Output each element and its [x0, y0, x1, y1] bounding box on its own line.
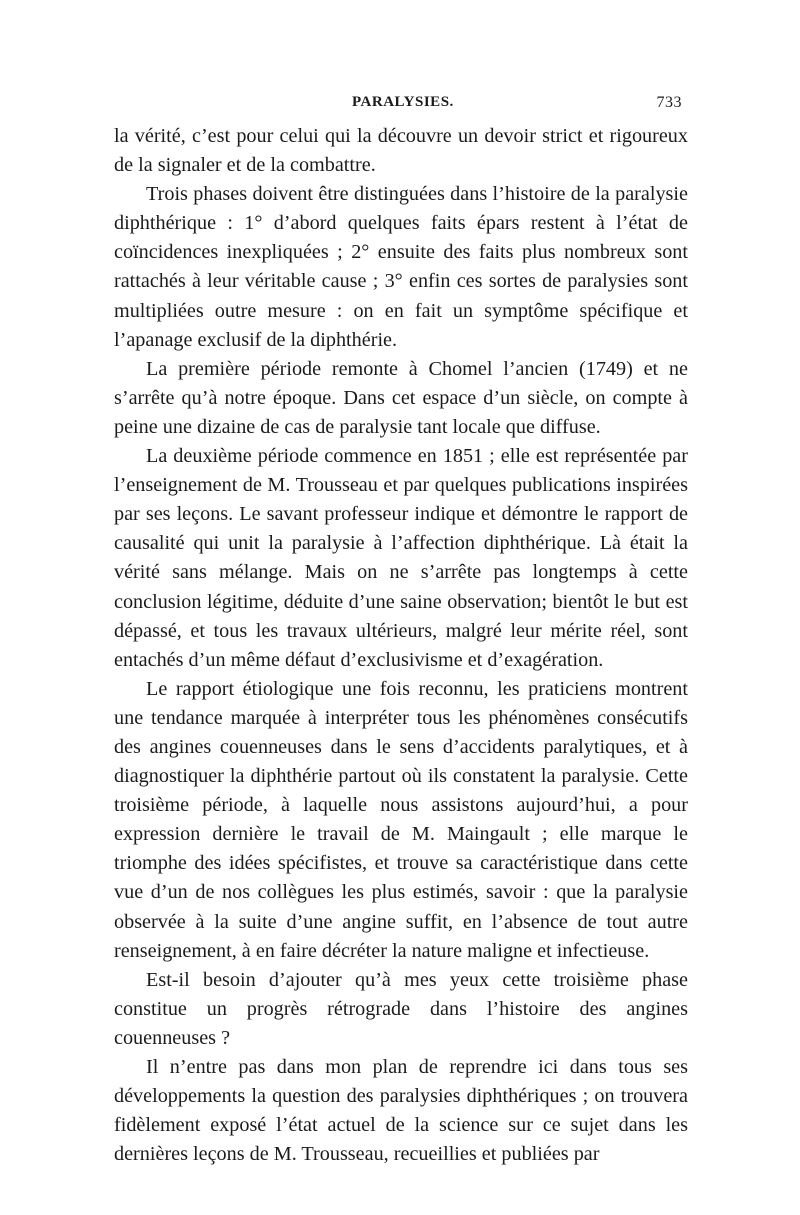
paragraph: Est-il besoin d’ajouter qu’à mes yeux cette troisième phase constitue un progrès rétrograde dans l’histoire des angines couenneuses ?: [114, 968, 688, 1049]
paragraph: Le rapport étiologique une fois reconnu, les praticiens montrent une tendance marquée à interpréter tous les phénomènes consécutifs des angines couenneuses dans le sens d’accidents paralytiques, et à diagnostiquer la diphthérie partout où ils constatent la paralysie. Cette troisième période, à laquelle nous assistons aujourd’hui, a pour expression dernière le travail de M. Maingault ; elle marque le triomphe des idées spécifistes, et trouve sa caractéristique dans cette vue d’un de nos collègues les plus estimés, savoir : que la paralysie observée à la suite d’une angine suffit, en l’absence de tout autre renseignement, à en faire décréter la nature maligne et infectieuse.: [114, 677, 688, 962]
page-number: 733: [656, 94, 682, 111]
paragraph: Il n’entre pas dans mon plan de reprendre ici dans tous ses développements la question des paralysies diphthériques ; on trouvera fidèlement exposé l’état actuel de la science sur ce sujet dans les dernières leçons de M. Trousseau, recueillies et publiées par: [114, 1056, 688, 1166]
running-title: PARALYSIES.: [352, 94, 454, 110]
running-head: [114, 92, 688, 122]
body-text: [114, 122, 688, 1169]
book-page: [114, 92, 688, 1169]
paragraph: La première période remonte à Chomel l’ancien (1749) et ne s’arrête qu’à notre époque. Dans cet espace d’un siècle, on compte à peine une dizaine de cas de paralysie tant locale que diffuse.: [114, 357, 688, 438]
paragraph: Trois phases doivent être distinguées dans l’histoire de la paralysie diphthérique : 1° d’abord quelques faits épars restent à l’état de coïncidences inexpliquées ; 2° ensuite des faits plus nombreux sont rattachés à leur véritable cause ; 3° enfin ces sortes de paralysies sont multipliées outre mesure : on en fait un symptôme spécifique et l’apanage exclusif de la diphthérie.: [114, 183, 688, 351]
paragraph: La deuxième période commence en 1851 ; elle est représentée par l’enseignement de M. Trousseau et par quelques publications inspirées par ses leçons. Le savant professeur indique et démontre le rapport de causalité qui unit la paralysie à l’affection diphthérique. Là était la vérité sans mélange. Mais on ne s’arrête pas longtemps à cette conclusion légitime, déduite d’une saine observation; bientôt le but est dépassé, et tous les travaux ultérieurs, malgré leur mérite réel, sont entachés d’un même défaut d’exclusivisme et d’exagération.: [114, 445, 688, 671]
paragraph: la vérité, c’est pour celui qui la découvre un devoir strict et rigoureux de la signaler et de la combattre.: [114, 125, 688, 177]
